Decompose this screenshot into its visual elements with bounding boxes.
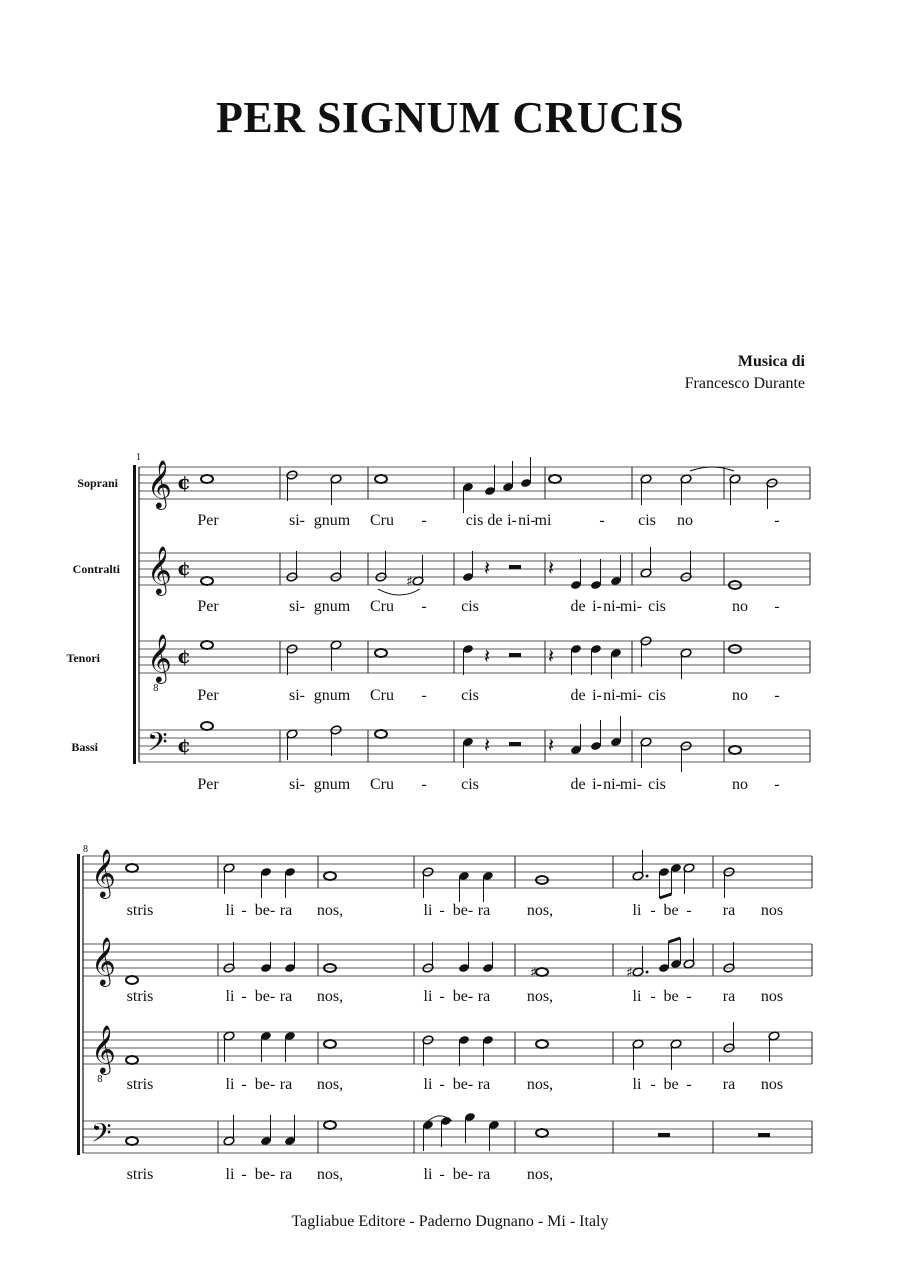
- lyric-syllable: de: [570, 776, 586, 793]
- cut-time-icon: ¢: [177, 644, 191, 668]
- quarter-rest-icon: 𝄽: [484, 733, 491, 757]
- lyric-syllable: -: [439, 902, 445, 919]
- lyric-syllable: Cru: [370, 687, 394, 704]
- lyric-syllable: -: [774, 512, 780, 529]
- sharp-icon: ♯: [530, 965, 537, 981]
- half-rest: [658, 1133, 670, 1137]
- dot: [646, 971, 649, 974]
- lyric-syllable: nos,: [526, 1076, 554, 1093]
- lyric-syllable: stris: [126, 1166, 154, 1183]
- lyric-syllable: -: [439, 1076, 445, 1093]
- measure-number: 1: [136, 452, 141, 463]
- lyric-syllable: de: [570, 598, 586, 615]
- clefs: [91, 459, 191, 1155]
- lyric-syllable: gnum: [313, 598, 351, 615]
- system-bracket: [77, 854, 80, 1155]
- lyric-syllable: Cru: [370, 598, 394, 615]
- lyric-syllable: ra: [279, 1076, 293, 1093]
- lyric-syllable: ra: [477, 902, 491, 919]
- half-rest: [509, 653, 521, 657]
- beam: [669, 938, 681, 942]
- cut-time-icon: ¢: [177, 733, 191, 757]
- lyric-syllable: nos,: [316, 1076, 344, 1093]
- lyric-syllable: ni-: [518, 512, 536, 529]
- lyric-syllable: cis: [648, 598, 666, 615]
- lyric-syllable: be-: [254, 988, 276, 1005]
- lyric-syllable: Cru: [370, 512, 394, 529]
- lyric-syllable: nos,: [526, 1166, 554, 1183]
- treble-clef-icon: 𝄞: [91, 1024, 116, 1073]
- lyric-syllable: nos,: [316, 1166, 344, 1183]
- whole-note: [201, 722, 213, 730]
- treble-clef-icon: 𝄞: [91, 936, 116, 985]
- lyric-syllable: be-: [254, 1076, 276, 1093]
- lyric-syllable: -: [421, 598, 427, 615]
- lyric-syllable: ra: [477, 988, 491, 1005]
- lyric-syllable: cis: [638, 512, 656, 529]
- treble-clef-icon: 𝄞: [91, 848, 116, 897]
- lyric-syllable: i-: [507, 512, 517, 529]
- lyric-syllable: Per: [197, 776, 219, 793]
- lyric-syllable: li: [225, 1076, 235, 1093]
- lyric-syllable: li: [225, 1166, 235, 1183]
- whole-note: [375, 649, 387, 657]
- whole-note: [324, 1121, 336, 1129]
- lyric-syllable: ni-: [603, 776, 621, 793]
- lyric-syllable: Cru: [370, 776, 394, 793]
- lyric-syllable: ra: [477, 1166, 491, 1183]
- whole-note: [536, 1129, 548, 1137]
- cut-time-icon: ¢: [177, 470, 191, 494]
- lyric-syllable: be-: [452, 902, 474, 919]
- composer-credit-label: Musica di: [737, 353, 805, 370]
- lyric-syllable: ni-: [603, 598, 621, 615]
- lyric-syllable: be-: [452, 1076, 474, 1093]
- tie: [690, 467, 734, 471]
- lyric-syllable: Per: [197, 687, 219, 704]
- publisher-footer: Tagliabue Editore - Paderno Dugnano - Mi - Italy: [291, 1213, 609, 1230]
- whole-note: [126, 1056, 138, 1064]
- lyric-syllable: -: [686, 902, 692, 919]
- lyric-syllable: de: [570, 687, 586, 704]
- lyric-syllable: -: [241, 1076, 247, 1093]
- whole-note: [201, 475, 213, 483]
- whole-note: [375, 475, 387, 483]
- lyric-syllable: -: [241, 988, 247, 1005]
- lyric-syllable: cis de: [465, 512, 503, 529]
- quarter-rest-icon: 𝄽: [548, 556, 555, 580]
- lyric-syllable: nos: [760, 988, 784, 1005]
- lyric-syllable: li: [423, 1076, 433, 1093]
- measure-number: 8: [83, 844, 88, 855]
- composer-name: Francesco Durante: [684, 375, 805, 392]
- whole-note: [324, 872, 336, 880]
- sharp-icon: ♯: [626, 965, 633, 981]
- lyric-syllable: be-: [254, 1166, 276, 1183]
- lyric-syllable: ra: [722, 902, 736, 919]
- lyric-syllable: be: [663, 988, 679, 1005]
- whole-note: [126, 864, 138, 872]
- lyric-syllable: li: [632, 1076, 642, 1093]
- lyric-syllable: li: [423, 1166, 433, 1183]
- lyric-syllable: si-: [289, 776, 305, 793]
- lyric-syllable: -: [421, 776, 427, 793]
- lyric-syllable: ra: [477, 1076, 491, 1093]
- lyric-syllable: ra: [722, 988, 736, 1005]
- staff-lines: [83, 467, 812, 1153]
- lyric-syllable: ra: [279, 902, 293, 919]
- quarter-rest-icon: 𝄽: [548, 644, 555, 668]
- lyric-syllable: -: [241, 1166, 247, 1183]
- lyric-syllable: be-: [452, 1166, 474, 1183]
- voice-label-contralti: Contralti: [72, 562, 120, 576]
- dot: [646, 875, 649, 878]
- lyric-syllable: -: [774, 776, 780, 793]
- lyric-syllable: gnum: [313, 512, 351, 529]
- lyric-syllable: mi-: [619, 776, 643, 793]
- lyric-syllable: Per: [197, 512, 219, 529]
- lyric-syllable: cis: [648, 687, 666, 704]
- lyric-syllable: be-: [452, 988, 474, 1005]
- lyric-syllable: no: [732, 776, 748, 793]
- whole-note: [536, 1040, 548, 1048]
- bass-clef-icon: 𝄢: [91, 1117, 112, 1155]
- quarter-rest-icon: 𝄽: [548, 733, 555, 757]
- half-rest: [758, 1133, 770, 1137]
- lyric-syllable: be: [663, 902, 679, 919]
- lyric-syllable: -: [439, 988, 445, 1005]
- lyric-syllable: nos: [760, 1076, 784, 1093]
- lyric-syllable: ni-: [603, 687, 621, 704]
- lyric-syllable: -: [686, 988, 692, 1005]
- lyric-syllable: be: [663, 1076, 679, 1093]
- lyric-syllable: ra: [279, 1166, 293, 1183]
- lyric-syllable: -: [686, 1076, 692, 1093]
- lyric-syllable: Per: [197, 598, 219, 615]
- lyric-syllable: no: [732, 598, 748, 615]
- lyric-syllable: be-: [254, 902, 276, 919]
- lyric-syllable: nos,: [526, 988, 554, 1005]
- lyric-syllable: mi-: [619, 687, 643, 704]
- lyric-syllable: cis: [648, 776, 666, 793]
- lyric-syllable: -: [421, 687, 427, 704]
- lyric-syllable: stris: [126, 902, 154, 919]
- sharp-icon: ♯: [406, 574, 413, 590]
- lyric-syllable: i-: [592, 598, 602, 615]
- lyric-syllable: -: [421, 512, 427, 529]
- whole-note: [201, 641, 213, 649]
- lyric-syllable: mi: [534, 512, 552, 529]
- half-rest: [509, 742, 521, 746]
- lyric-syllable: i-: [592, 687, 602, 704]
- whole-note: [126, 976, 138, 984]
- system-bracket: [133, 465, 136, 764]
- octave-marker: 8: [97, 1075, 103, 1085]
- lyric-syllable: li: [423, 988, 433, 1005]
- lyric-syllable: no: [732, 687, 748, 704]
- lyric-syllable: si-: [289, 512, 305, 529]
- lyric-syllable: -: [650, 1076, 656, 1093]
- cut-time-icon: ¢: [177, 556, 191, 580]
- voice-label-soprani: Soprani: [77, 476, 118, 490]
- lyric-syllable: cis: [461, 687, 479, 704]
- lyric-syllable: nos,: [526, 902, 554, 919]
- quarter-rest-icon: 𝄽: [484, 556, 491, 580]
- lyric-syllable: ra: [722, 1076, 736, 1093]
- lyric-syllable: li: [225, 988, 235, 1005]
- whole-note: [126, 1137, 138, 1145]
- lyric-syllable: stris: [126, 1076, 154, 1093]
- lyric-syllable: si-: [289, 687, 305, 704]
- whole-note: [201, 577, 213, 585]
- lyric-syllable: -: [439, 1166, 445, 1183]
- whole-note: [324, 1040, 336, 1048]
- lyric-syllable: -: [774, 687, 780, 704]
- lyric-syllable: -: [650, 988, 656, 1005]
- whole-note: [729, 746, 741, 754]
- lyric-syllable: nos,: [316, 988, 344, 1005]
- half-rest: [509, 565, 521, 569]
- whole-note: [536, 968, 548, 976]
- lyric-syllable: si-: [289, 598, 305, 615]
- voice-label-bassi: Bassi: [71, 740, 98, 754]
- lyric-syllable: cis: [461, 776, 479, 793]
- lyric-syllable: li: [632, 902, 642, 919]
- treble-clef-icon: 𝄞: [147, 545, 172, 594]
- bass-clef-icon: 𝄢: [147, 726, 168, 764]
- lyric-syllable: gnum: [313, 687, 351, 704]
- lyric-syllable: -: [241, 902, 247, 919]
- beam: [660, 894, 672, 898]
- lyric-syllable: -: [599, 512, 605, 529]
- lyric-syllable: mi-: [619, 598, 643, 615]
- lyric-syllable: li: [225, 902, 235, 919]
- lyric-syllable: no: [677, 512, 693, 529]
- lyric-syllable: li: [423, 902, 433, 919]
- slur: [378, 589, 420, 595]
- octave-marker: 8: [153, 684, 159, 694]
- lyric-syllable: stris: [126, 988, 154, 1005]
- lyric-syllable: nos: [760, 902, 784, 919]
- lyric-syllable: ra: [279, 988, 293, 1005]
- quarter-rest-icon: 𝄽: [484, 644, 491, 668]
- lyric-syllable: gnum: [313, 776, 351, 793]
- lyric-syllable: li: [632, 988, 642, 1005]
- whole-note: [375, 730, 387, 738]
- lyric-syllable: nos,: [316, 902, 344, 919]
- lyric-syllable: cis: [461, 598, 479, 615]
- treble-clef-icon: 𝄞: [147, 459, 172, 508]
- treble-clef-icon: 𝄞: [147, 633, 172, 682]
- voice-label-tenori: Tenori: [66, 651, 100, 665]
- whole-note: [549, 475, 561, 483]
- page-title: PER SIGNUM CRUCIS: [215, 93, 685, 142]
- lyric-syllable: -: [650, 902, 656, 919]
- lyric-syllable: i-: [592, 776, 602, 793]
- lyric-syllable: -: [774, 598, 780, 615]
